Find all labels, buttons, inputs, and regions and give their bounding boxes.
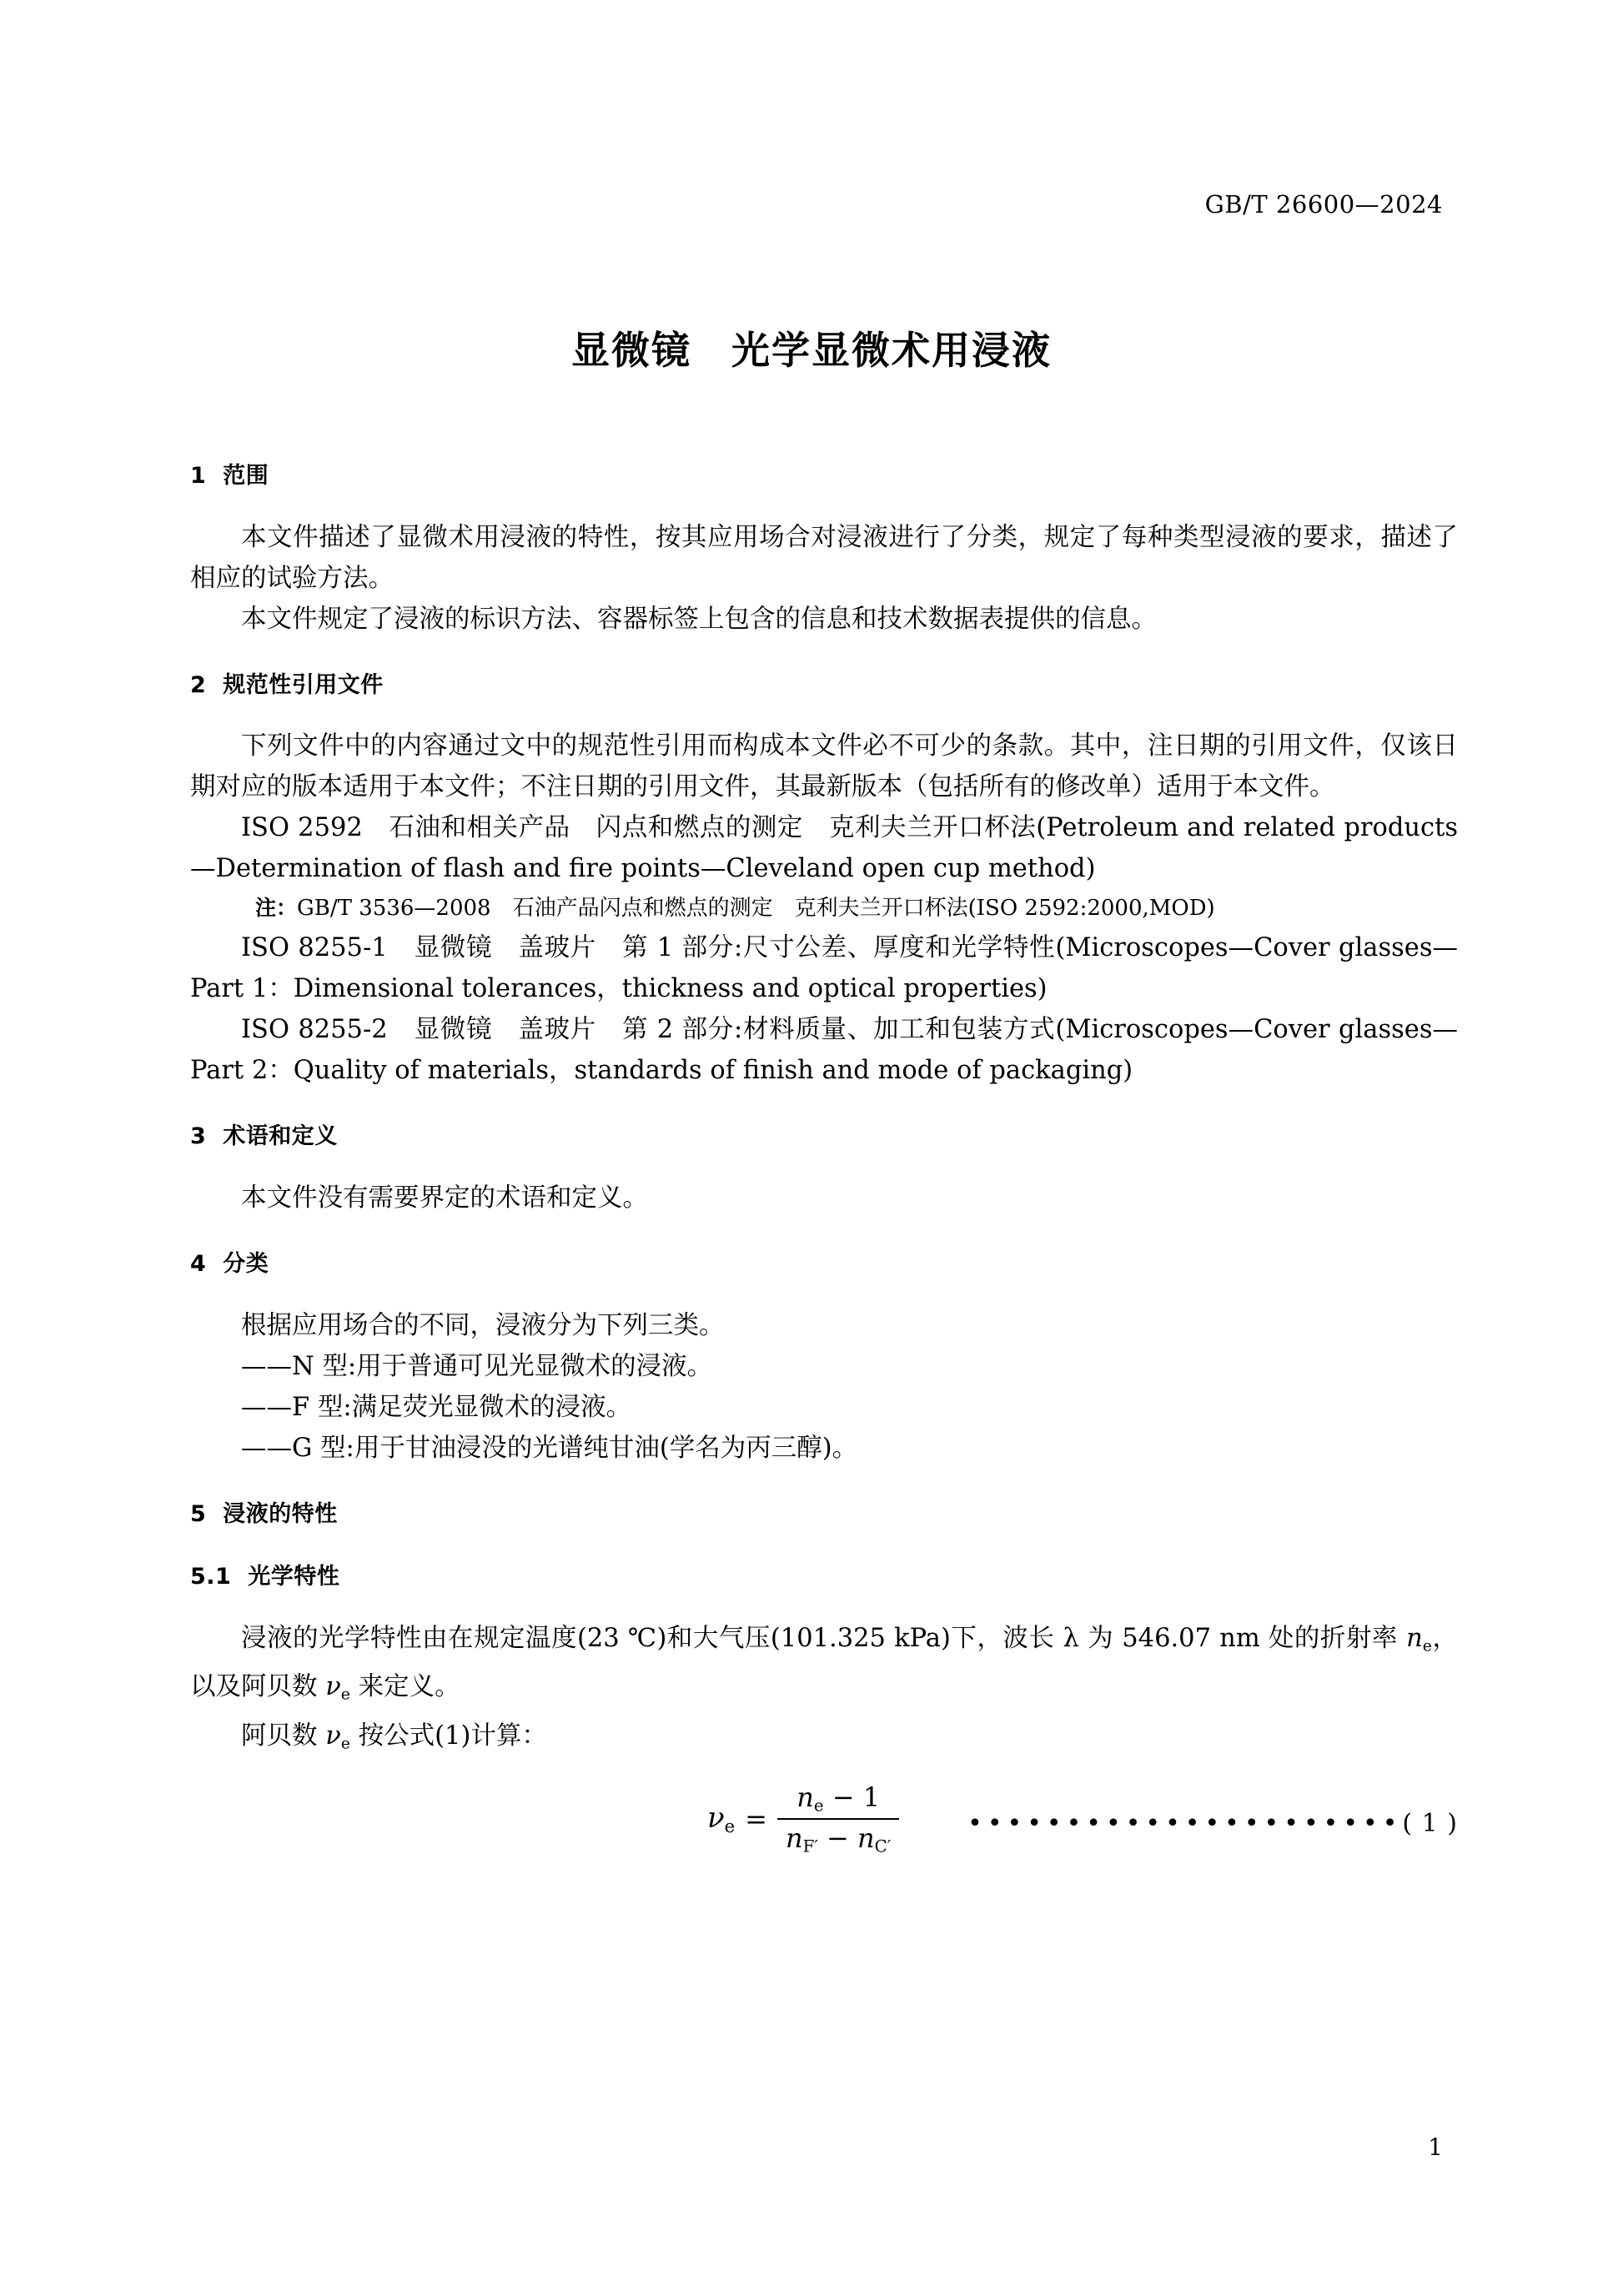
leader-dots: •••••••••••••••••••••• [967, 1808, 1403, 1838]
symbol-ne: $n_e$ [1406, 1624, 1432, 1655]
clause-title-5-1: 光学特性 [248, 1564, 340, 1590]
clause-title-2: 规范性引用文件 [223, 671, 384, 698]
classification-item-f: ——F 型:满足荧光显微术的浸液。 [241, 1392, 632, 1422]
clause-heading-5-1 [190, 1565, 1458, 1590]
clause-number-1: 1 [190, 463, 207, 489]
normative-refs-intro: 下列文件中的内容通过文中的规范性引用而构成本文件必不可少的条款。其中，注日期的引用文件，仅该日期对应的版本适用于本文件；不注日期的引用文件，其最新版本（包括所有的修改单）适用于本文件。 [190, 731, 1458, 802]
note-text: GB/T 3536—2008 石油产品闪点和燃点的测定 克利夫兰开口杯法(ISO 2592:2000,MOD) [297, 896, 1215, 922]
optical-text-d: 阿贝数 [241, 1721, 326, 1751]
formula-row [190, 1772, 1458, 1871]
clause-title-5: 浸液的特性 [223, 1500, 338, 1527]
normative-ref-iso-8255-1: ISO 8255-1 显微镜 盖玻片 第 1 部分:尺寸公差、厚度和光学特性(Microscopes—Cover glasses—Part 1：Dimensional tolerances，thickness and optical properties) [190, 933, 1458, 1004]
equation-label: ( 1 ) [1402, 1808, 1458, 1838]
classification-intro: 根据应用场合的不同，浸液分为下列三类。 [241, 1310, 725, 1340]
normative-ref-iso-2592: ISO 2592 石油和相关产品 闪点和燃点的测定 克利夫兰开口杯法(Petroleum and related products—Determination of flash and fire points—Cleveland open cup method) [190, 813, 1458, 884]
scope-paragraph-1: 本文件描述了显微术用浸液的特性，按其应用场合对浸液进行了分类，规定了每种类型浸液的要求，描述了相应的试验方法。 [190, 522, 1458, 593]
formula-numerator: $n_e - 1$ [796, 1781, 881, 1816]
formula-number [967, 1809, 1458, 1838]
classification-item-g: ——G 型:用于甘油浸没的光谱纯甘油(学名为丙三醇)。 [241, 1433, 858, 1463]
formula-denominator: $n_{F'} - n_{C'}$ [785, 1821, 892, 1856]
formula-equals: = [745, 1802, 767, 1835]
clause-title-4: 分类 [223, 1251, 269, 1278]
clause-number-4: 4 [190, 1251, 207, 1278]
optical-text-a: 浸液的光学特性由在规定温度(23 ℃)和大气压(101.325 kPa)下，波长 λ 为 546.07 nm 处的折射率 [241, 1624, 1407, 1654]
formula-abbe-number [707, 1779, 899, 1858]
clause-number-3: 3 [190, 1123, 207, 1150]
clause-heading-1 [190, 464, 1458, 489]
running-header [1205, 190, 1443, 219]
clause-heading-5 [190, 1502, 1458, 1527]
classification-item-n: ——N 型:用于普通可见光显微术的浸液。 [241, 1351, 713, 1381]
scope-paragraph-2: 本文件规定了浸液的标识方法、容器标签上包含的信息和技术数据表提供的信息。 [241, 604, 1157, 634]
clause-title-1: 范围 [223, 463, 269, 489]
optical-text-c: 来定义。 [349, 1672, 460, 1702]
clause-number-5-1: 5.1 [190, 1564, 232, 1590]
page-title: 显微镜 光学显微术用浸液 [571, 328, 1052, 373]
clause-heading-4 [190, 1252, 1458, 1277]
normative-ref-iso-8255-2: ISO 8255-2 显微镜 盖玻片 第 2 部分:材料质量、加工和包装方式(Microscopes—Cover glasses—Part 2：Quality of materials，standards of finish and mode of packaging) [190, 1015, 1458, 1086]
symbol-nu-e: $\nu_e$ [325, 1672, 350, 1704]
document-body [190, 464, 1458, 1871]
formula-fraction [777, 1779, 899, 1858]
clause-heading-2 [190, 673, 1458, 698]
optical-text-e: 按公式(1)计算： [349, 1721, 547, 1751]
clause-number-5: 5 [190, 1500, 207, 1527]
page-number: 1 [1428, 2133, 1443, 2161]
standard-number: GB/T 26600—2024 [1204, 190, 1443, 219]
formula-lhs: $\nu_e$ [707, 1801, 736, 1836]
clause-number-2: 2 [190, 671, 207, 698]
clause-title-3: 术语和定义 [223, 1123, 338, 1150]
optical-paragraph-1 [190, 1618, 1458, 1716]
optical-text-b: ，以及阿贝数 [190, 1624, 1458, 1702]
optical-paragraph-2 [190, 1716, 1458, 1764]
terms-paragraph: 本文件没有需要界定的术语和定义。 [241, 1183, 648, 1213]
normative-ref-note [190, 889, 1458, 927]
note-label: 注： [255, 896, 298, 921]
clause-heading-3 [190, 1124, 1458, 1149]
symbol-nu-e-2: $\nu_e$ [325, 1721, 350, 1752]
